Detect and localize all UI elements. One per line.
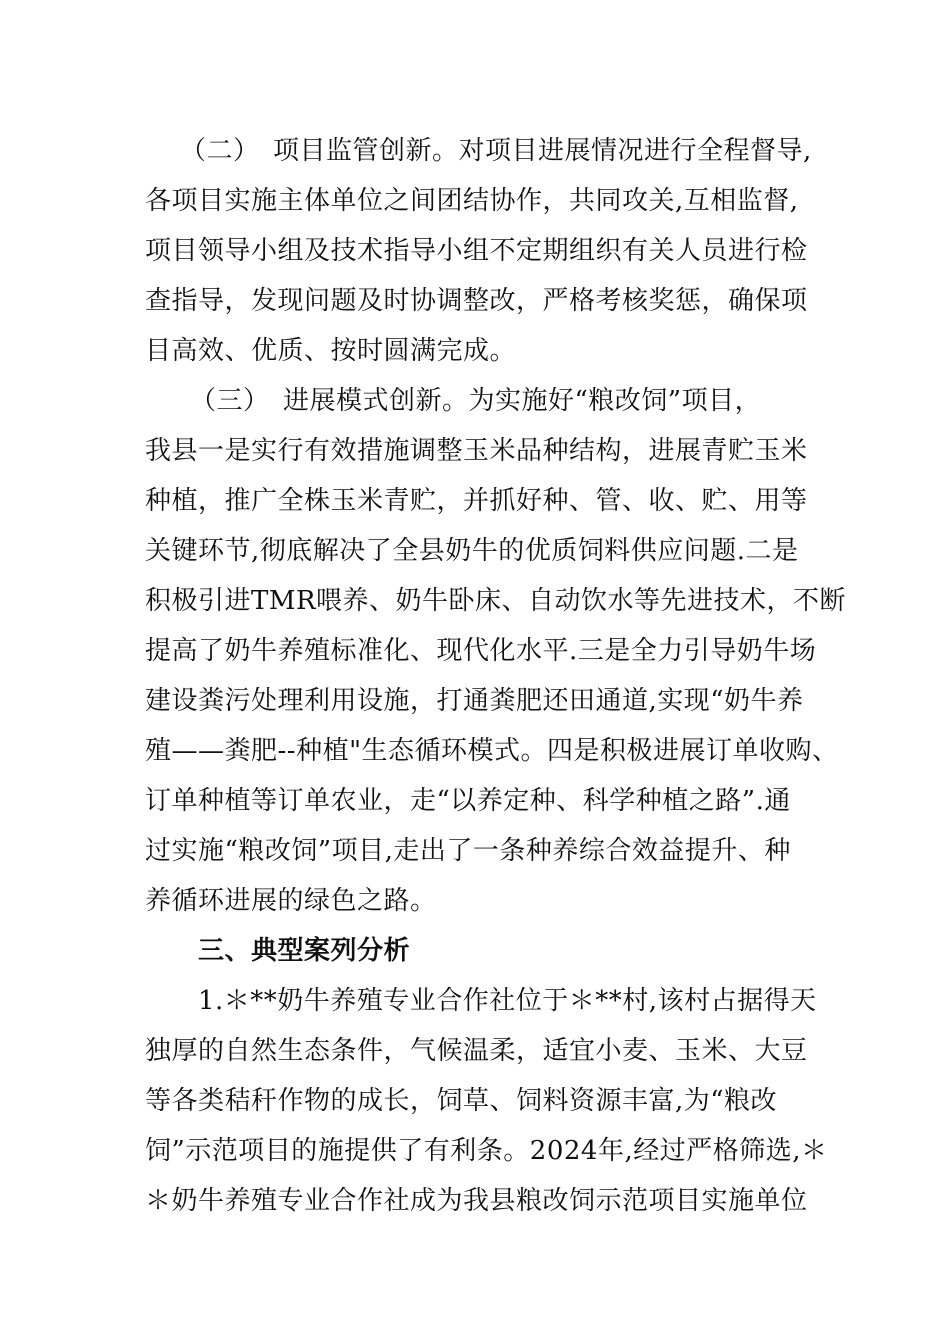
- section-heading: 三、典型案列分析: [198, 936, 411, 966]
- paragraph-3-line-9: 订单种植等订单农业，走“以养定种、科学种植之路”.通: [145, 786, 791, 816]
- paragraph-2-line-1: （二） 项目监管创新。对项目进展情况进行全程督导,: [180, 136, 812, 166]
- paragraph-3-line-8: 殖——粪肥--种植"生态循环模式。四是积极进展订单收购、: [145, 736, 839, 766]
- paragraph-3-line-6: 提高了奶牛养殖标准化、现代化水平.三是全力引导奶牛场: [145, 636, 817, 666]
- paragraph-3-line-4: 关键环节,彻底解决了全县奶牛的优质饲料供应问题.二是: [145, 536, 799, 566]
- paragraph-3-line-11: 养循环进展的绿色之路。: [145, 886, 437, 916]
- case-line-3: 等各类秸秆作物的成长，饲草、饲料资源丰富,为“粮改: [145, 1086, 778, 1116]
- paragraph-2-line-4: 查指导，发现问题及时协调整改，严格考核奖惩，确保项: [145, 286, 808, 316]
- paragraph-3-line-1: （三） 进展模式创新。为实施好“粮改饲”项目，: [190, 386, 762, 416]
- paragraph-2-line-5: 目高效、优质、按时圆满完成。: [145, 336, 517, 366]
- paragraph-2-line-3: 项目领导小组及技术指导小组不定期组织有关人员进行检: [145, 236, 808, 266]
- paragraph-3-line-5: 积极引进TMR喂养、奶牛卧床、自动饮水等先进技术，不断: [145, 586, 847, 616]
- case-line-5: ＊奶牛养殖专业合作社成为我县粮改饲示范项目实施单位: [145, 1186, 808, 1216]
- case-line-2: 独厚的自然生态条件，气候温柔，适宜小麦、玉米、大豆: [145, 1036, 808, 1066]
- paragraph-3-line-3: 种植，推广全株玉米青贮，并抓好种、管、收、贮、用等: [145, 486, 808, 516]
- paragraph-3-line-2: 我县一是实行有效措施调整玉米品种结构，进展青贮玉米: [145, 436, 808, 466]
- paragraph-3-line-10: 过实施“粮改饲”项目,走出了一条种养综合效益提升、种: [145, 836, 791, 866]
- case-line-4: 饲”示范项目的施提供了有利条。2024年,经过严格筛选,＊: [145, 1136, 828, 1166]
- paragraph-2-line-2: 各项目实施主体单位之间团结协作，共同攻关,互相监督,: [145, 186, 799, 216]
- paragraph-3-line-7: 建设粪污处理利用设施，打通粪肥还田通道,实现“奶牛养: [145, 686, 804, 716]
- case-line-1: 1.＊**奶牛养殖专业合作社位于＊**村,该村占据得天: [198, 986, 817, 1016]
